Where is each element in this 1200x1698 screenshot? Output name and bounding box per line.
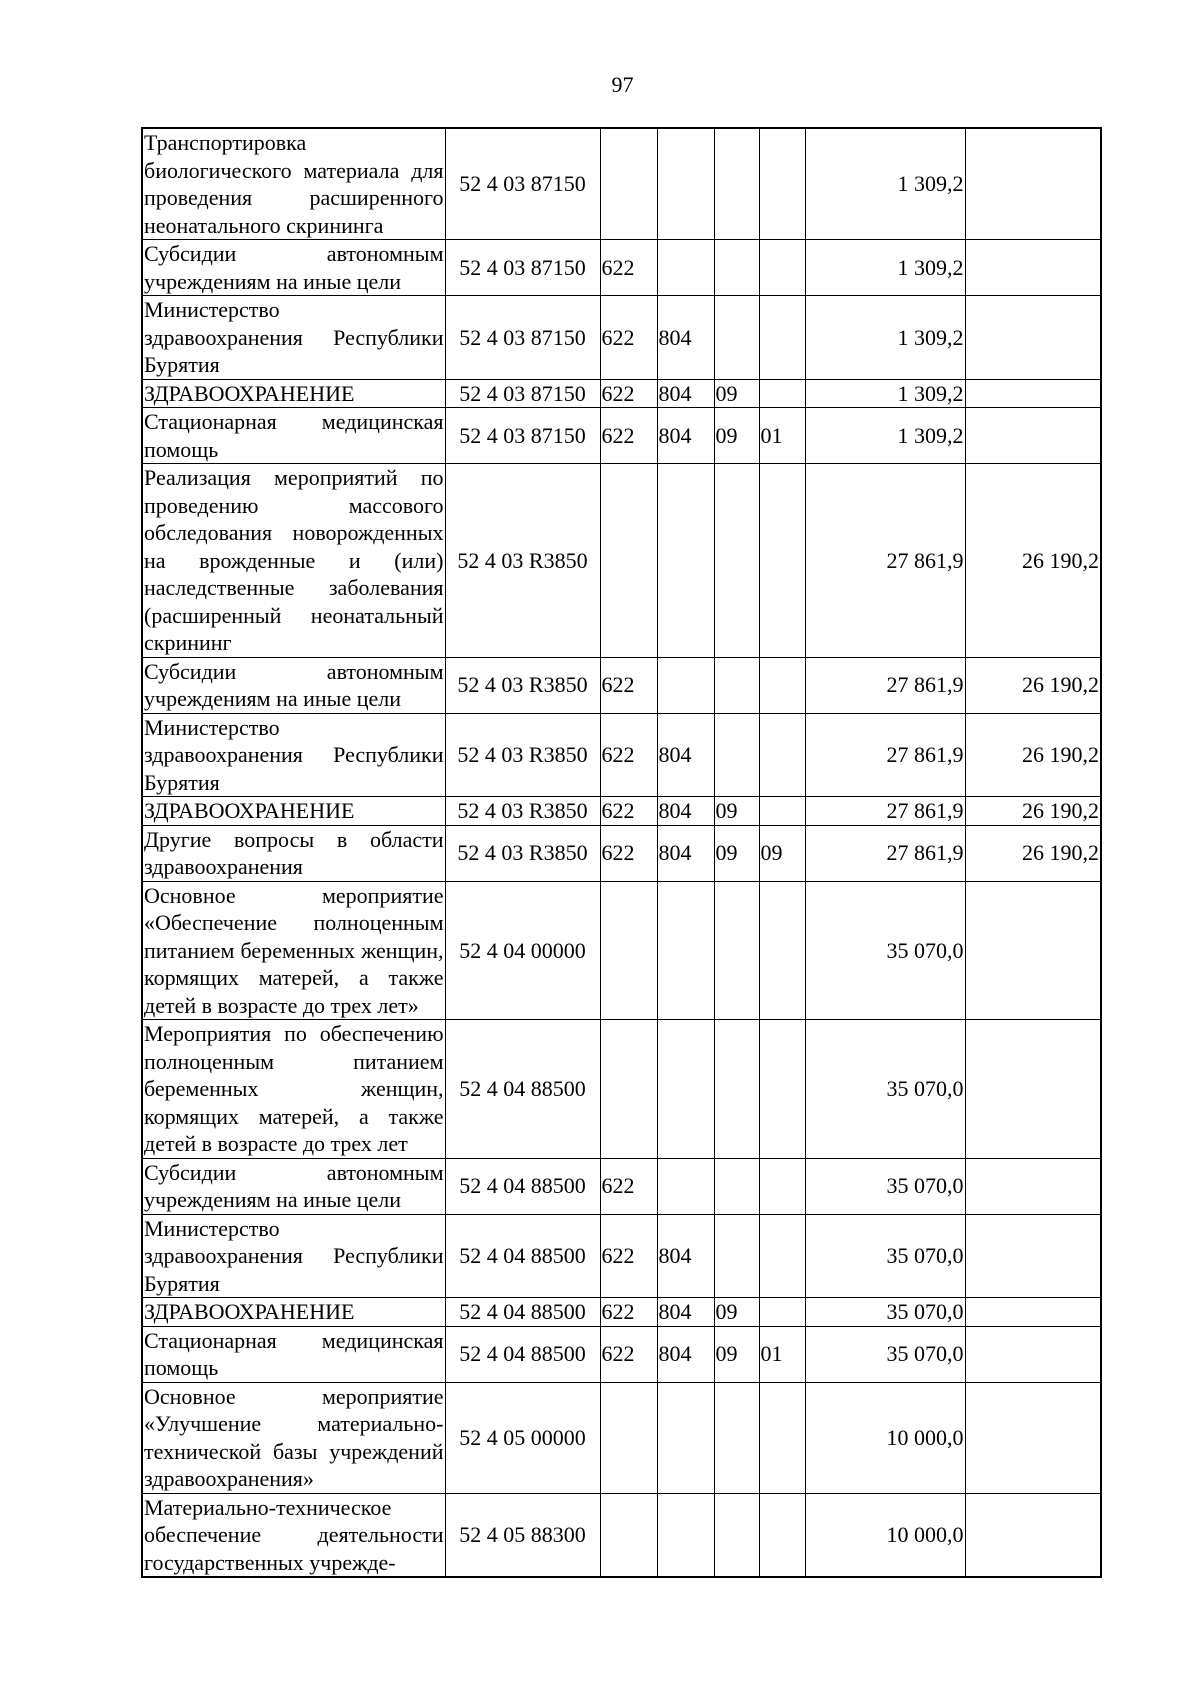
row-name-cell: Стационарная медицинская помощь — [144, 1327, 444, 1380]
section-cell — [714, 1493, 759, 1577]
federal-amount-cell — [965, 379, 1101, 408]
section-cell — [714, 1020, 759, 1159]
table-row — [142, 713, 1101, 797]
expense-type-cell: 622 — [600, 240, 657, 296]
subsection-cell: 01 — [759, 408, 805, 464]
section-cell: 09 — [714, 797, 759, 826]
subsection-cell — [759, 464, 805, 658]
section-cell — [714, 128, 759, 240]
section-cell — [714, 1158, 759, 1214]
federal-amount-cell: 26 190,2 — [965, 797, 1101, 826]
federal-amount-cell — [965, 1298, 1101, 1327]
target-article-cell: 52 4 03 87150 — [445, 379, 600, 408]
section-cell — [714, 1382, 759, 1493]
target-article-cell: 52 4 03 R3850 — [445, 797, 600, 826]
row-name-cell: Основное мероприятие «Улучшение материально-технической базы учреждений здравоохранения» — [144, 1383, 444, 1491]
ministry-code-cell: 804 — [657, 825, 714, 881]
federal-amount-cell: 26 190,2 — [965, 825, 1101, 881]
expense-type-cell: 622 — [600, 296, 657, 380]
federal-amount-cell: 26 190,2 — [965, 657, 1101, 713]
row-name-cell: Субсидии автономным учреждениям на иные цели — [144, 658, 444, 711]
target-article-cell: 52 4 04 00000 — [445, 881, 600, 1020]
target-article-cell: 52 4 03 R3850 — [445, 713, 600, 797]
table-row — [142, 1158, 1101, 1214]
target-article-cell: 52 4 03 R3850 — [445, 825, 600, 881]
expense-type-cell: 622 — [600, 657, 657, 713]
target-article-cell: 52 4 05 00000 — [445, 1382, 600, 1493]
ministry-code-cell — [657, 464, 714, 658]
row-name-cell: Мероприятия по обеспечению полноценным питанием беременных женщин, кормящих матерей, а также детей в возрасте до трех лет — [144, 1021, 444, 1156]
amount-cell: 1 309,2 — [805, 128, 965, 240]
amount-cell: 35 070,0 — [805, 1326, 965, 1382]
ministry-code-cell — [657, 881, 714, 1020]
subsection-cell — [759, 1382, 805, 1493]
subsection-cell — [759, 797, 805, 826]
amount-cell: 27 861,9 — [805, 657, 965, 713]
section-cell: 09 — [714, 1298, 759, 1327]
expense-type-cell: 622 — [600, 408, 657, 464]
ministry-code-cell: 804 — [657, 797, 714, 826]
amount-cell: 1 309,2 — [805, 296, 965, 380]
federal-amount-cell — [965, 240, 1101, 296]
amount-cell: 10 000,0 — [805, 1493, 965, 1577]
table-row — [142, 1020, 1101, 1159]
table-row — [142, 1298, 1101, 1327]
subsection-cell — [759, 1020, 805, 1159]
amount-cell: 27 861,9 — [805, 713, 965, 797]
amount-cell: 35 070,0 — [805, 1020, 965, 1159]
table-row — [142, 464, 1101, 658]
target-article-cell: 52 4 03 87150 — [445, 408, 600, 464]
expense-type-cell: 622 — [600, 1326, 657, 1382]
row-name-cell: Министерство здравоохранения Республики Бурятия — [144, 1215, 444, 1296]
target-article-cell: 52 4 03 R3850 — [445, 657, 600, 713]
row-name-cell: Министерство здравоохранения Республики Бурятия — [144, 714, 444, 795]
table-row — [142, 240, 1101, 296]
table-row — [142, 657, 1101, 713]
subsection-cell — [759, 296, 805, 380]
table-row — [142, 379, 1101, 408]
expense-type-cell — [600, 128, 657, 240]
target-article-cell: 52 4 03 87150 — [445, 296, 600, 380]
expense-type-cell: 622 — [600, 1298, 657, 1327]
expense-type-cell — [600, 881, 657, 1020]
ministry-code-cell: 804 — [657, 379, 714, 408]
row-name-cell: ЗДРАВООХРАНЕНИЕ — [142, 797, 445, 826]
row-name-cell: Другие вопросы в области здравоохранения — [144, 826, 444, 879]
section-cell: 09 — [714, 408, 759, 464]
ministry-code-cell — [657, 1158, 714, 1214]
ministry-code-cell — [657, 657, 714, 713]
section-cell — [714, 240, 759, 296]
federal-amount-cell: 26 190,2 — [965, 713, 1101, 797]
section-cell — [714, 464, 759, 658]
expense-type-cell: 622 — [600, 825, 657, 881]
amount-cell: 35 070,0 — [805, 1158, 965, 1214]
federal-amount-cell — [965, 1214, 1101, 1298]
budget-table — [141, 127, 1102, 1578]
section-cell — [714, 1214, 759, 1298]
target-article-cell: 52 4 03 87150 — [445, 128, 600, 240]
ministry-code-cell — [657, 1382, 714, 1493]
row-name-cell: ЗДРАВООХРАНЕНИЕ — [142, 379, 445, 408]
row-name-cell: ЗДРАВООХРАНЕНИЕ — [142, 1298, 445, 1327]
ministry-code-cell: 804 — [657, 296, 714, 380]
subsection-cell: 09 — [759, 825, 805, 881]
ministry-code-cell: 804 — [657, 1298, 714, 1327]
ministry-code-cell: 804 — [657, 1326, 714, 1382]
row-name-cell: Субсидии автономным учреждениям на иные цели — [144, 1159, 444, 1212]
section-cell: 09 — [714, 825, 759, 881]
amount-cell: 27 861,9 — [805, 825, 965, 881]
target-article-cell: 52 4 04 88500 — [445, 1326, 600, 1382]
target-article-cell: 52 4 03 87150 — [445, 240, 600, 296]
subsection-cell — [759, 881, 805, 1020]
amount-cell: 10 000,0 — [805, 1382, 965, 1493]
amount-cell: 1 309,2 — [805, 408, 965, 464]
table-row — [142, 128, 1101, 240]
federal-amount-cell — [965, 881, 1101, 1020]
expense-type-cell — [600, 464, 657, 658]
amount-cell: 35 070,0 — [805, 881, 965, 1020]
page-number: 97 — [611, 72, 634, 97]
section-cell — [714, 296, 759, 380]
expense-type-cell: 622 — [600, 797, 657, 826]
table-row — [142, 296, 1101, 380]
expense-type-cell: 622 — [600, 379, 657, 408]
row-name-cell: Реализация мероприятий по проведению массового обследования новорожденных на врожденные и (или) наследственные заболевания (расширенный неонатальный скрининг — [144, 465, 444, 655]
federal-amount-cell — [965, 1020, 1101, 1159]
expense-type-cell: 622 — [600, 1158, 657, 1214]
row-name-cell: Субсидии автономным учреждениям на иные цели — [144, 241, 444, 294]
expense-type-cell: 622 — [600, 1214, 657, 1298]
federal-amount-cell — [965, 296, 1101, 380]
target-article-cell: 52 4 04 88500 — [445, 1214, 600, 1298]
table-row — [142, 1214, 1101, 1298]
table-row — [142, 825, 1101, 881]
amount-cell: 1 309,2 — [805, 240, 965, 296]
amount-cell: 35 070,0 — [805, 1214, 965, 1298]
section-cell: 09 — [714, 379, 759, 408]
table-row — [142, 408, 1101, 464]
federal-amount-cell — [965, 408, 1101, 464]
target-article-cell: 52 4 04 88500 — [445, 1158, 600, 1214]
amount-cell: 35 070,0 — [805, 1298, 965, 1327]
subsection-cell — [759, 1214, 805, 1298]
federal-amount-cell — [965, 1493, 1101, 1577]
federal-amount-cell: 26 190,2 — [965, 464, 1101, 658]
federal-amount-cell — [965, 1382, 1101, 1493]
ministry-code-cell — [657, 1020, 714, 1159]
row-name-cell: Основное мероприятие «Обеспечение полноценным питанием беременных женщин, кормящих матерей, а также детей в возрасте до трех лет» — [144, 882, 444, 1018]
ministry-code-cell — [657, 240, 714, 296]
ministry-code-cell — [657, 1493, 714, 1577]
ministry-code-cell — [657, 128, 714, 240]
expense-type-cell: 622 — [600, 713, 657, 797]
section-cell: 09 — [714, 1326, 759, 1382]
federal-amount-cell — [965, 1326, 1101, 1382]
section-cell — [714, 881, 759, 1020]
subsection-cell — [759, 1298, 805, 1327]
subsection-cell — [759, 128, 805, 240]
ministry-code-cell: 804 — [657, 1214, 714, 1298]
target-article-cell: 52 4 03 R3850 — [445, 464, 600, 658]
subsection-cell — [759, 240, 805, 296]
target-article-cell: 52 4 05 88300 — [445, 1493, 600, 1577]
ministry-code-cell: 804 — [657, 713, 714, 797]
amount-cell: 27 861,9 — [805, 464, 965, 658]
expense-type-cell — [600, 1382, 657, 1493]
target-article-cell: 52 4 04 88500 — [445, 1298, 600, 1327]
subsection-cell — [759, 1493, 805, 1577]
section-cell — [714, 713, 759, 797]
table-body — [142, 128, 1101, 1577]
subsection-cell — [759, 657, 805, 713]
table-row — [142, 1493, 1101, 1577]
expense-type-cell — [600, 1493, 657, 1577]
subsection-cell — [759, 713, 805, 797]
row-name-cell: Материально-техническое обеспечение деятельности государственных учрежде- — [142, 1493, 445, 1577]
federal-amount-cell — [965, 1158, 1101, 1214]
table-row — [142, 1382, 1101, 1493]
amount-cell: 27 861,9 — [805, 797, 965, 826]
row-name-cell: Транспортировка биологического материала для проведения расширенного неонатального скрининга — [144, 130, 444, 238]
row-name-cell: Министерство здравоохранения Республики Бурятия — [144, 297, 444, 377]
table-row — [142, 1326, 1101, 1382]
row-name-cell: Стационарная медицинская помощь — [144, 409, 444, 462]
subsection-cell — [759, 379, 805, 408]
target-article-cell: 52 4 04 88500 — [445, 1020, 600, 1159]
ministry-code-cell: 804 — [657, 408, 714, 464]
federal-amount-cell — [965, 128, 1101, 240]
section-cell — [714, 657, 759, 713]
expense-type-cell — [600, 1020, 657, 1159]
amount-cell: 1 309,2 — [805, 379, 965, 408]
subsection-cell — [759, 1158, 805, 1214]
table-row — [142, 881, 1101, 1020]
subsection-cell: 01 — [759, 1326, 805, 1382]
table-row — [142, 797, 1101, 826]
